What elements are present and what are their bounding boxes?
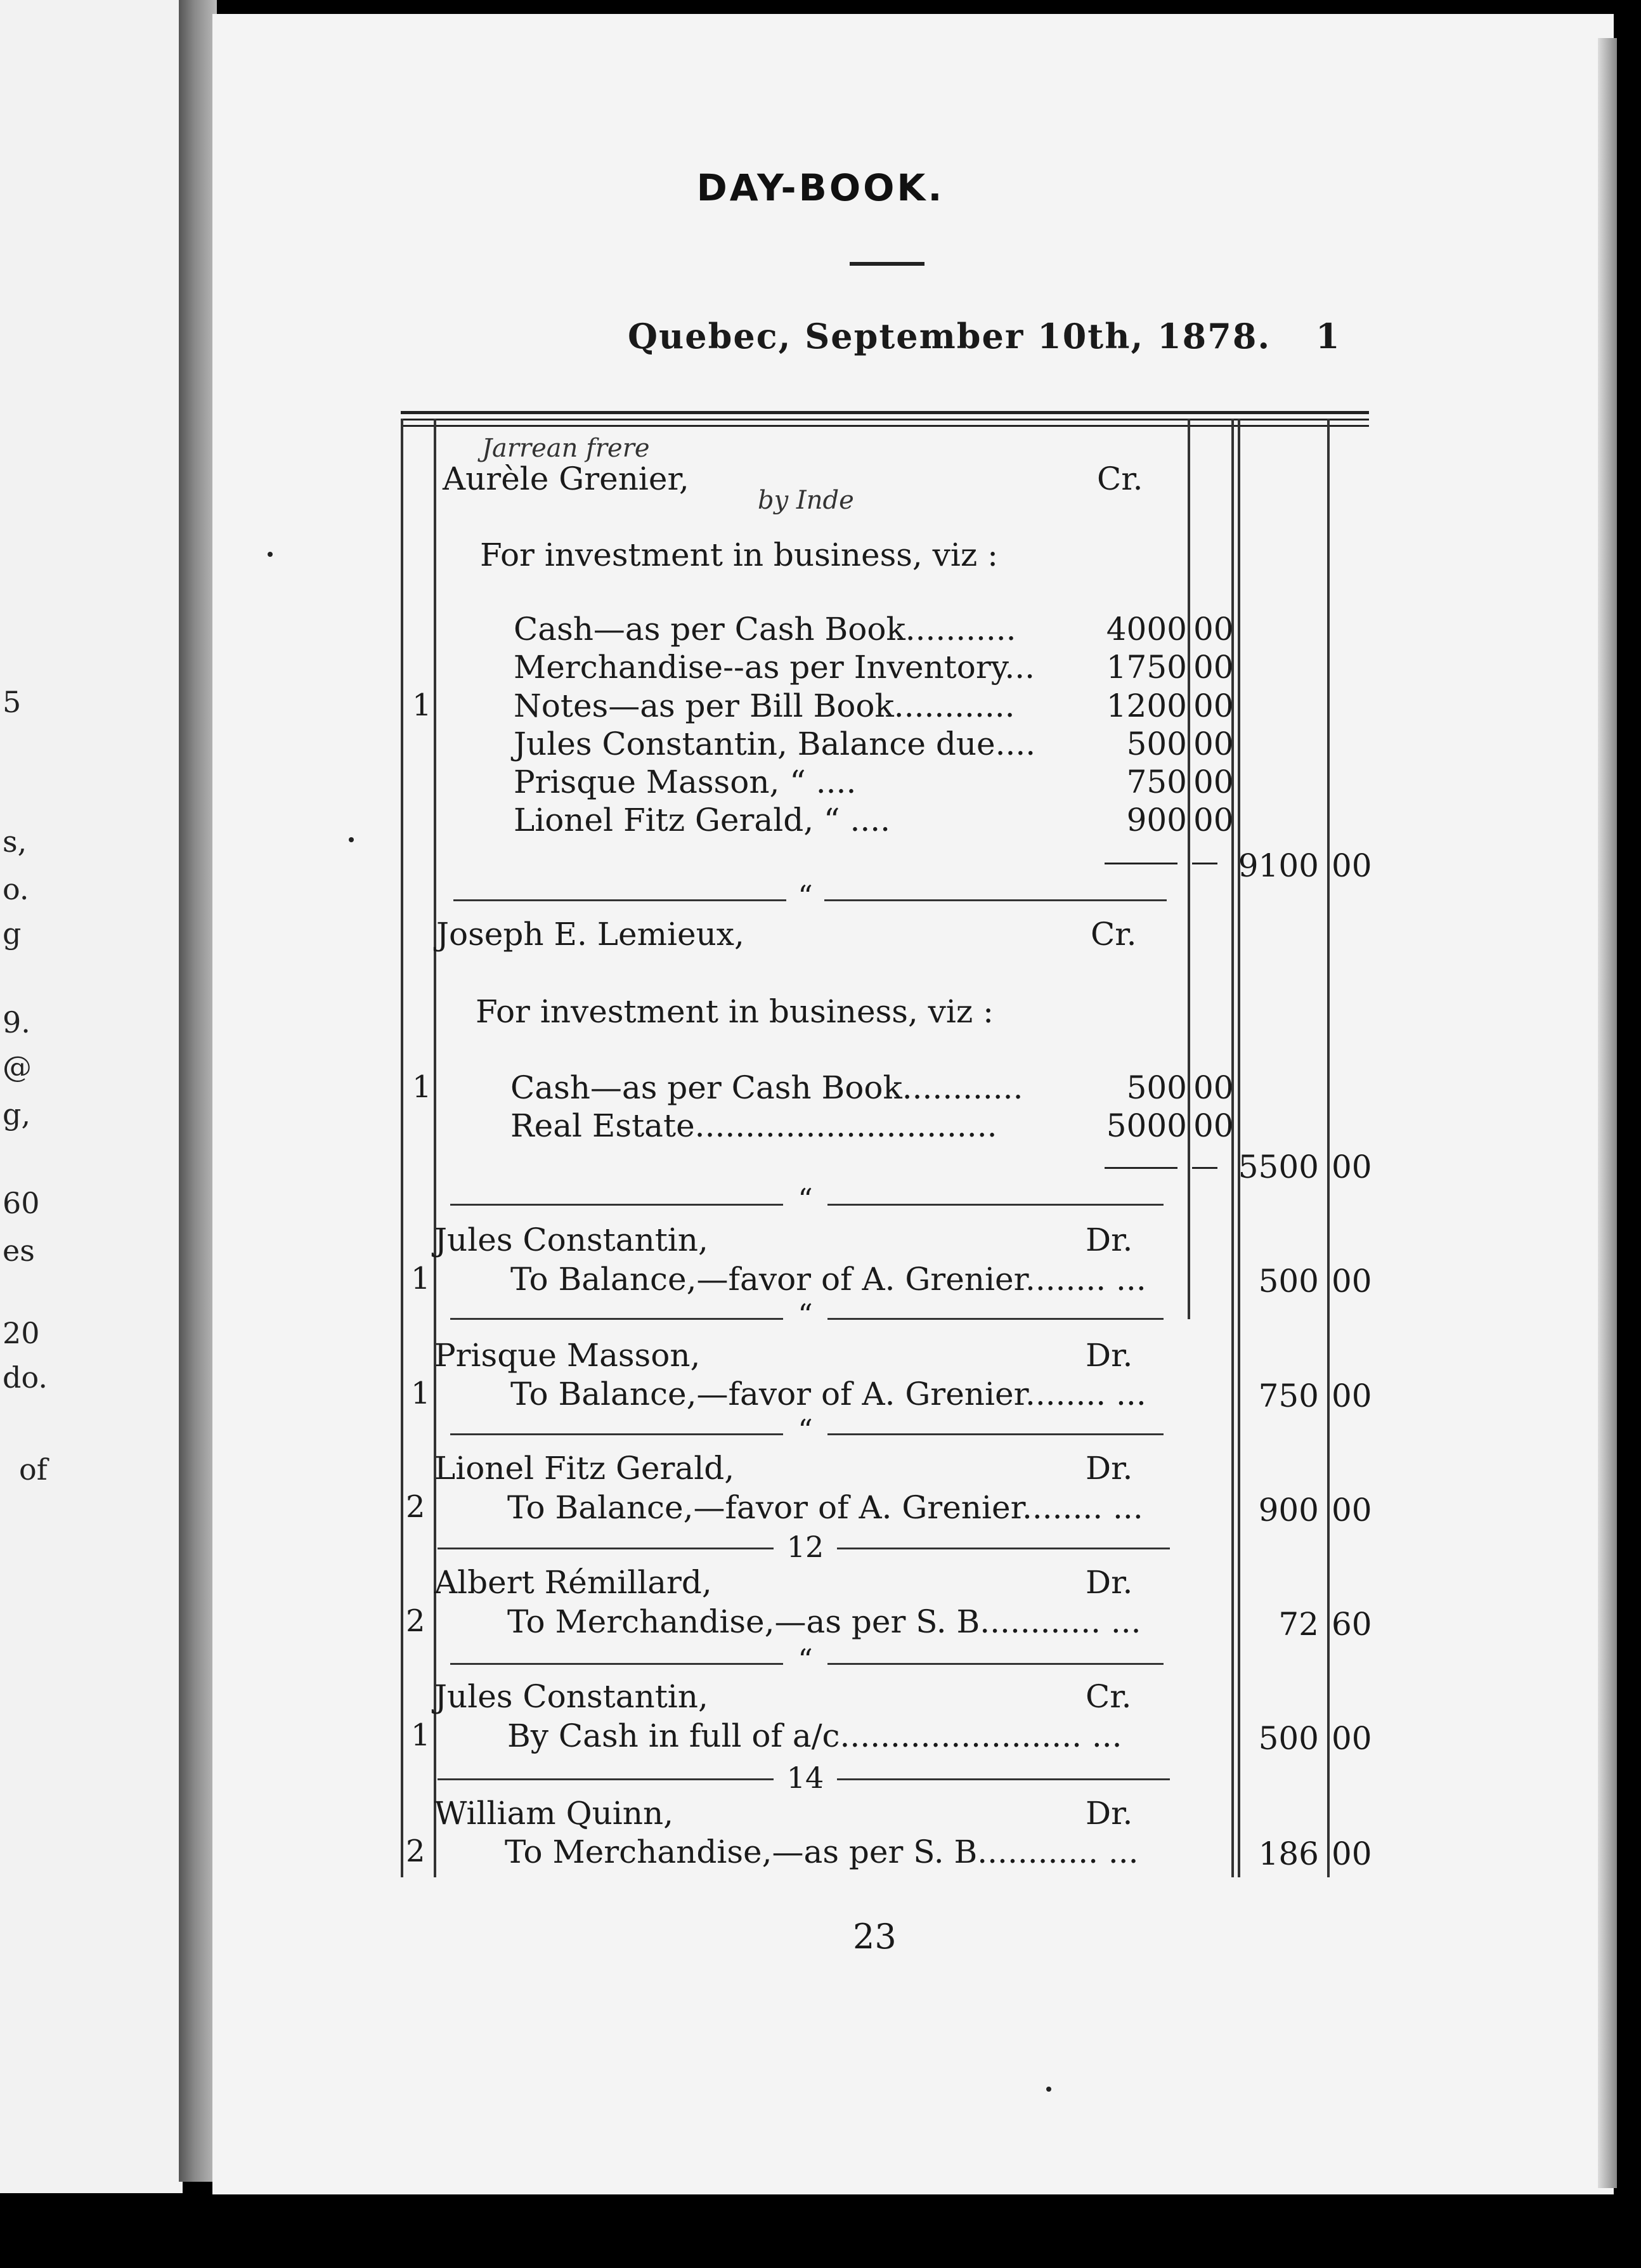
entry-amount: 750 bbox=[1258, 1378, 1319, 1414]
dateline: Quebec, September 10th, 1878. bbox=[628, 316, 1271, 356]
entry-total-cents: 00 bbox=[1332, 1149, 1372, 1185]
separator-ditto: “ bbox=[798, 1413, 813, 1447]
top-rule bbox=[401, 411, 1369, 414]
line-cents: 00 bbox=[1193, 1107, 1234, 1144]
line-cents: 00 bbox=[1193, 802, 1234, 838]
entry-amount: 72 bbox=[1278, 1606, 1319, 1643]
date-separator: 12 bbox=[786, 1530, 824, 1564]
line-item: Prisque Masson, “ .... bbox=[514, 764, 857, 800]
line-amount: 1750 bbox=[1106, 649, 1187, 686]
entry-account-name: Prisque Masson, bbox=[434, 1337, 701, 1374]
folio-number: 1 bbox=[1316, 316, 1340, 356]
entry-account-name: Aurèle Grenier, bbox=[443, 460, 689, 497]
entry-total-cents: 00 bbox=[1332, 847, 1372, 884]
entry-description: For investment in business, viz : bbox=[476, 993, 994, 1030]
line-amount: 5000 bbox=[1106, 1107, 1187, 1144]
left-fragment: 20 bbox=[3, 1316, 40, 1350]
ledger-folio-ref: 1 bbox=[411, 1376, 431, 1411]
ruling-line bbox=[434, 419, 436, 1877]
left-fragment: 60 bbox=[3, 1186, 40, 1220]
ledger-folio-ref: 1 bbox=[412, 1069, 432, 1105]
left-fragment: s, bbox=[3, 824, 27, 859]
entry-amount: 900 bbox=[1258, 1492, 1319, 1528]
entry-separator bbox=[827, 1433, 1164, 1435]
entry-separator bbox=[453, 899, 786, 901]
entry-separator bbox=[450, 1318, 783, 1320]
entry-total: 5500 bbox=[1238, 1149, 1319, 1185]
entry-cents: 00 bbox=[1332, 1492, 1372, 1528]
entry-amount: 500 bbox=[1258, 1720, 1319, 1757]
book-gutter bbox=[179, 0, 217, 2182]
entry-separator bbox=[827, 1204, 1164, 1206]
entry-side: Dr. bbox=[1086, 1337, 1133, 1374]
entry-account-name: Lionel Fitz Gerald, bbox=[434, 1450, 735, 1487]
entry-line: To Balance,—favor of A. Grenier........ ... bbox=[507, 1489, 1143, 1526]
ledger-folio-ref: 1 bbox=[411, 1717, 431, 1753]
line-cents: 00 bbox=[1193, 688, 1234, 724]
ledger-folio-ref: 2 bbox=[406, 1834, 425, 1869]
separator-ditto: “ bbox=[798, 1298, 813, 1332]
line-cents: 00 bbox=[1193, 611, 1234, 648]
entry-side: Cr. bbox=[1097, 460, 1143, 497]
ledger-folio-ref: 1 bbox=[411, 1261, 431, 1296]
entry-side: Cr. bbox=[1086, 1678, 1132, 1715]
entry-cents: 00 bbox=[1332, 1720, 1372, 1757]
entry-separator bbox=[837, 1778, 1170, 1780]
line-amount: 750 bbox=[1126, 764, 1187, 800]
ledger-folio-ref: 1 bbox=[412, 688, 432, 723]
line-item: Notes—as per Bill Book............ bbox=[514, 688, 1015, 724]
entry-side: Dr. bbox=[1086, 1450, 1133, 1487]
page-number-footer: 23 bbox=[853, 1917, 897, 1957]
handwritten-annotation: by Inde bbox=[758, 486, 854, 515]
top-rule bbox=[401, 419, 1369, 420]
entry-line: To Merchandise,—as per S. B............ ... bbox=[507, 1603, 1141, 1640]
left-fragment: es bbox=[3, 1234, 35, 1268]
entry-account-name: Jules Constantin, bbox=[434, 1678, 708, 1715]
line-item: Cash—as per Cash Book............ bbox=[510, 1069, 1023, 1106]
speck bbox=[349, 837, 354, 842]
left-fragment: 5 bbox=[3, 685, 22, 719]
line-item: Real Estate.............................. bbox=[510, 1107, 997, 1144]
line-cents: 00 bbox=[1193, 764, 1234, 800]
entry-separator bbox=[450, 1663, 783, 1665]
line-item: Cash—as per Cash Book........... bbox=[514, 611, 1016, 648]
entry-separator bbox=[837, 1548, 1170, 1549]
left-fragment: 9. bbox=[3, 1005, 30, 1040]
line-amount: 900 bbox=[1126, 802, 1187, 838]
ruling-line bbox=[1327, 419, 1330, 1877]
separator-ditto: “ bbox=[798, 1182, 813, 1216]
line-item: Lionel Fitz Gerald, “ .... bbox=[514, 802, 891, 838]
entry-amount: 186 bbox=[1258, 1835, 1319, 1872]
date-separator: 14 bbox=[786, 1761, 824, 1795]
ruling-line bbox=[1238, 419, 1240, 1877]
left-fragment: g, bbox=[3, 1097, 31, 1131]
entry-side: Dr. bbox=[1086, 1795, 1133, 1832]
entry-separator bbox=[450, 1433, 783, 1435]
left-fragment: g bbox=[3, 916, 22, 951]
line-amount: 1200 bbox=[1106, 688, 1187, 724]
line-amount: 4000 bbox=[1106, 611, 1187, 648]
left-fragment: o. bbox=[3, 872, 29, 906]
entry-cents: 60 bbox=[1332, 1606, 1372, 1643]
entry-total: 9100 bbox=[1238, 847, 1319, 884]
title-rule bbox=[850, 262, 924, 266]
entry-cents: 00 bbox=[1332, 1378, 1372, 1414]
entry-line: To Balance,—favor of A. Grenier........ ... bbox=[510, 1376, 1146, 1412]
entry-line: To Balance,—favor of A. Grenier........ ... bbox=[510, 1261, 1146, 1298]
top-rule bbox=[401, 425, 1369, 427]
ruling-line bbox=[401, 419, 403, 1877]
entry-side: Dr. bbox=[1086, 1222, 1133, 1258]
entry-separator bbox=[450, 1204, 783, 1206]
entry-line: To Merchandise,—as per S. B............ ... bbox=[505, 1834, 1139, 1870]
speck bbox=[1046, 2087, 1051, 2092]
entry-separator bbox=[438, 1778, 774, 1780]
line-cents: 00 bbox=[1193, 1069, 1234, 1106]
entry-side: Cr. bbox=[1091, 916, 1137, 953]
entry-line: By Cash in full of a/c........................ ... bbox=[507, 1717, 1122, 1754]
left-page-fragment bbox=[0, 0, 183, 2193]
subtotal-rule bbox=[1105, 863, 1177, 864]
line-cents: 00 bbox=[1193, 726, 1234, 762]
left-fragment: @ bbox=[3, 1050, 32, 1084]
line-amount: 500 bbox=[1126, 726, 1187, 762]
entry-account-name: Albert Rémillard, bbox=[434, 1564, 712, 1601]
entry-separator bbox=[827, 1663, 1164, 1665]
separator-ditto: “ bbox=[798, 879, 813, 913]
line-cents: 00 bbox=[1193, 649, 1234, 686]
entry-account-name: Jules Constantin, bbox=[434, 1222, 708, 1258]
line-amount: 500 bbox=[1126, 1069, 1187, 1106]
entry-description: For investment in business, viz : bbox=[480, 537, 998, 573]
entry-amount: 500 bbox=[1258, 1263, 1319, 1300]
ledger-folio-ref: 2 bbox=[406, 1603, 425, 1639]
page-title: DAY-BOOK. bbox=[696, 166, 945, 209]
line-item: Jules Constantin, Balance due.... bbox=[514, 726, 1036, 762]
subtotal-rule bbox=[1105, 1167, 1177, 1169]
left-fragment: do. bbox=[3, 1360, 48, 1395]
line-item: Merchandise--as per Inventory... bbox=[514, 649, 1035, 686]
entry-account-name: William Quinn, bbox=[434, 1795, 674, 1832]
ledger-folio-ref: 2 bbox=[406, 1489, 425, 1525]
entry-account-name: Joseph E. Lemieux, bbox=[436, 916, 744, 953]
entry-side: Dr. bbox=[1086, 1564, 1133, 1601]
left-fragment: of bbox=[19, 1452, 48, 1487]
page-edge-shadow bbox=[1598, 38, 1617, 2188]
entry-separator bbox=[824, 899, 1167, 901]
entry-cents: 00 bbox=[1332, 1263, 1372, 1300]
speck bbox=[268, 552, 273, 557]
entry-separator bbox=[827, 1318, 1164, 1320]
entry-cents: 00 bbox=[1332, 1835, 1372, 1872]
separator-ditto: “ bbox=[798, 1643, 813, 1677]
handwritten-annotation: Jarrean frere bbox=[482, 434, 650, 463]
entry-separator bbox=[438, 1548, 774, 1549]
